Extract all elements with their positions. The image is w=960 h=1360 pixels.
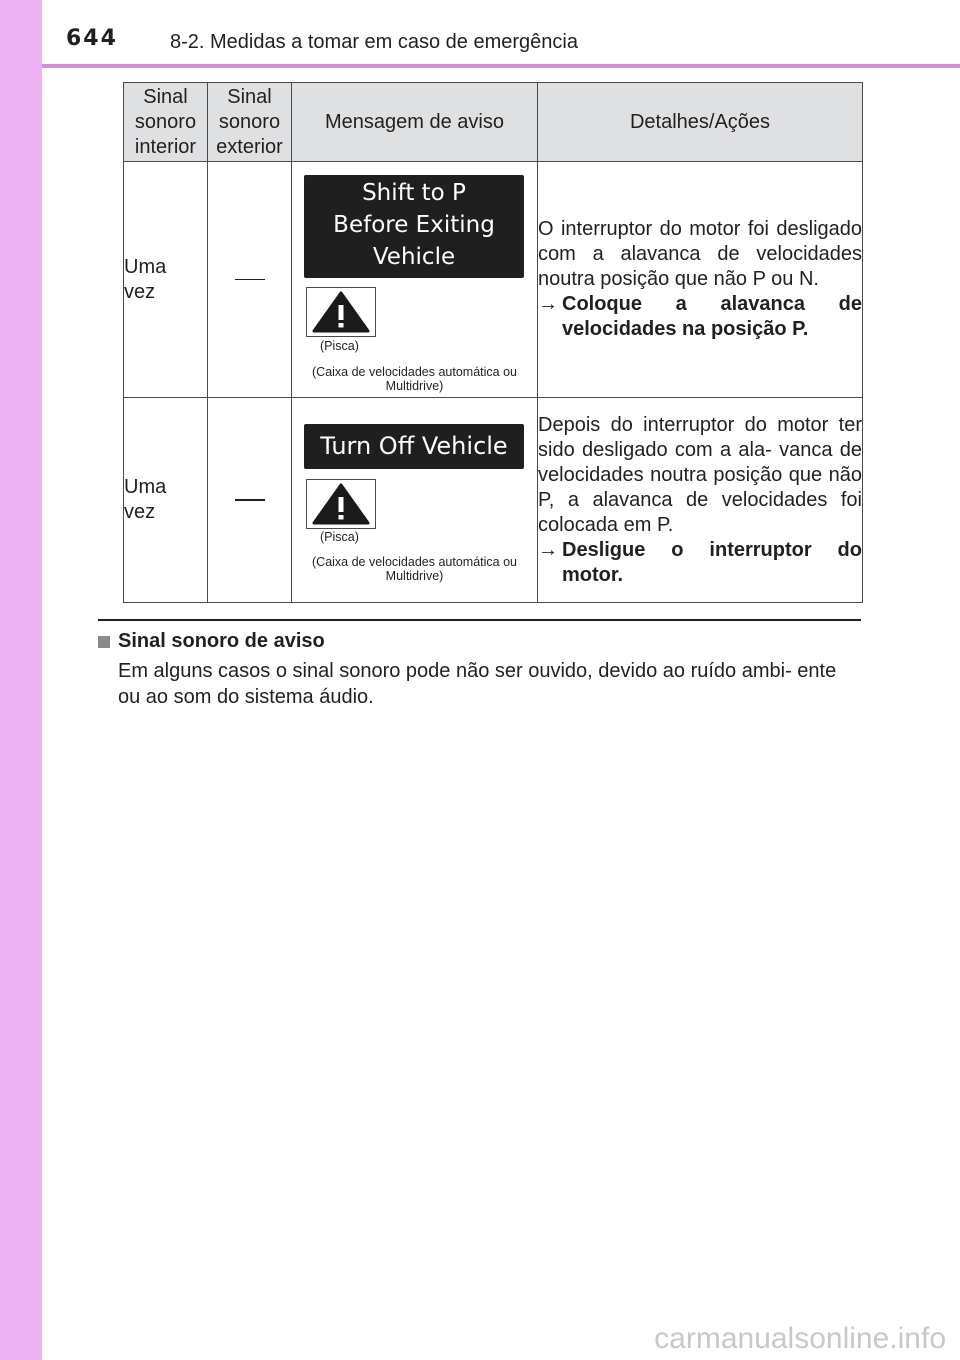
header-line: Sinal: [227, 85, 272, 108]
details-cell: [538, 398, 863, 603]
transmission-note: (Caixa de velocidades automática ou Multidrive): [312, 555, 517, 583]
section-divider: [98, 619, 861, 621]
header-line: Sinal: [143, 85, 188, 108]
warning-triangle-icon: [306, 287, 376, 337]
beep-text: Uma: [124, 255, 167, 278]
header-interior-beep: [124, 83, 208, 162]
header-exterior-beep: [208, 83, 292, 162]
page-number: 644: [66, 26, 118, 51]
watermark: carmanualsonline.info: [654, 1322, 946, 1355]
display-line: Turn Off Vehicle: [320, 432, 508, 460]
interior-beep-cell: [124, 162, 208, 398]
header-line: sonoro: [134, 110, 197, 133]
action-text: Coloque a alavanca de velocidades na posição P.: [562, 293, 862, 340]
table-row: [124, 398, 863, 603]
square-bullet-icon: [98, 636, 110, 648]
arrow-icon: →: [538, 293, 558, 315]
display-message-shift-to-p: [304, 175, 524, 278]
warning-triangle-icon: [306, 479, 376, 529]
exterior-beep-cell: [208, 162, 292, 398]
warning-message-cell: [292, 162, 538, 398]
details-cell: [538, 162, 863, 398]
beep-text: Uma: [124, 476, 167, 498]
header-line: exterior: [216, 135, 283, 158]
header-details-actions: Detalhes/Ações: [538, 83, 863, 162]
header-warning-message: Mensagem de aviso: [292, 83, 538, 162]
none-dash: [235, 499, 265, 501]
none-dash: [235, 279, 265, 281]
warning-table: [123, 82, 863, 603]
exterior-beep-cell: [208, 398, 292, 603]
action-text: Desligue o interruptor do motor.: [562, 538, 862, 586]
action-instruction: [538, 292, 862, 342]
arrow-icon: →: [538, 538, 558, 561]
transmission-note: (Caixa de velocidades automática ou Multidrive): [312, 365, 517, 393]
note-heading-text: Sinal sonoro de aviso: [118, 630, 325, 652]
warning-message-cell: [292, 398, 538, 603]
flash-label: (Pisca): [320, 530, 359, 544]
table-row: [124, 162, 863, 398]
header-line: sonoro: [218, 110, 281, 133]
details-text: O interruptor do motor foi desligado com a alavanca de velocidades noutra posição que não P ou N.: [538, 218, 862, 290]
action-instruction: [538, 538, 862, 588]
header-rule: [42, 64, 960, 68]
header-line: interior: [134, 135, 197, 158]
section-title: 8-2. Medidas a tomar em caso de emergência: [170, 31, 578, 53]
beep-text: vez: [124, 501, 156, 523]
display-line: Vehicle: [372, 244, 456, 270]
details-text: Depois do interruptor do motor ter sido desligado com a ala- vanca de velocidades noutra posição que não P, a alavanca de velocidades foi colocada em P.: [538, 413, 862, 536]
flash-label: (Pisca): [320, 339, 359, 353]
interior-beep-cell: [124, 398, 208, 603]
note-body: Em alguns casos o sinal sonoro pode não ser ouvido, devido ao ruído ambi- ente ou ao som do sistema áudio.: [118, 660, 837, 708]
display-message-turn-off-vehicle: [304, 424, 524, 469]
beep-text: vez: [124, 280, 156, 303]
page-side-strip: [0, 0, 42, 1360]
display-line: Before Exiting: [333, 212, 495, 238]
display-line: Shift to P: [362, 180, 466, 206]
table-header-row: [124, 83, 863, 162]
note-heading: [98, 630, 325, 653]
